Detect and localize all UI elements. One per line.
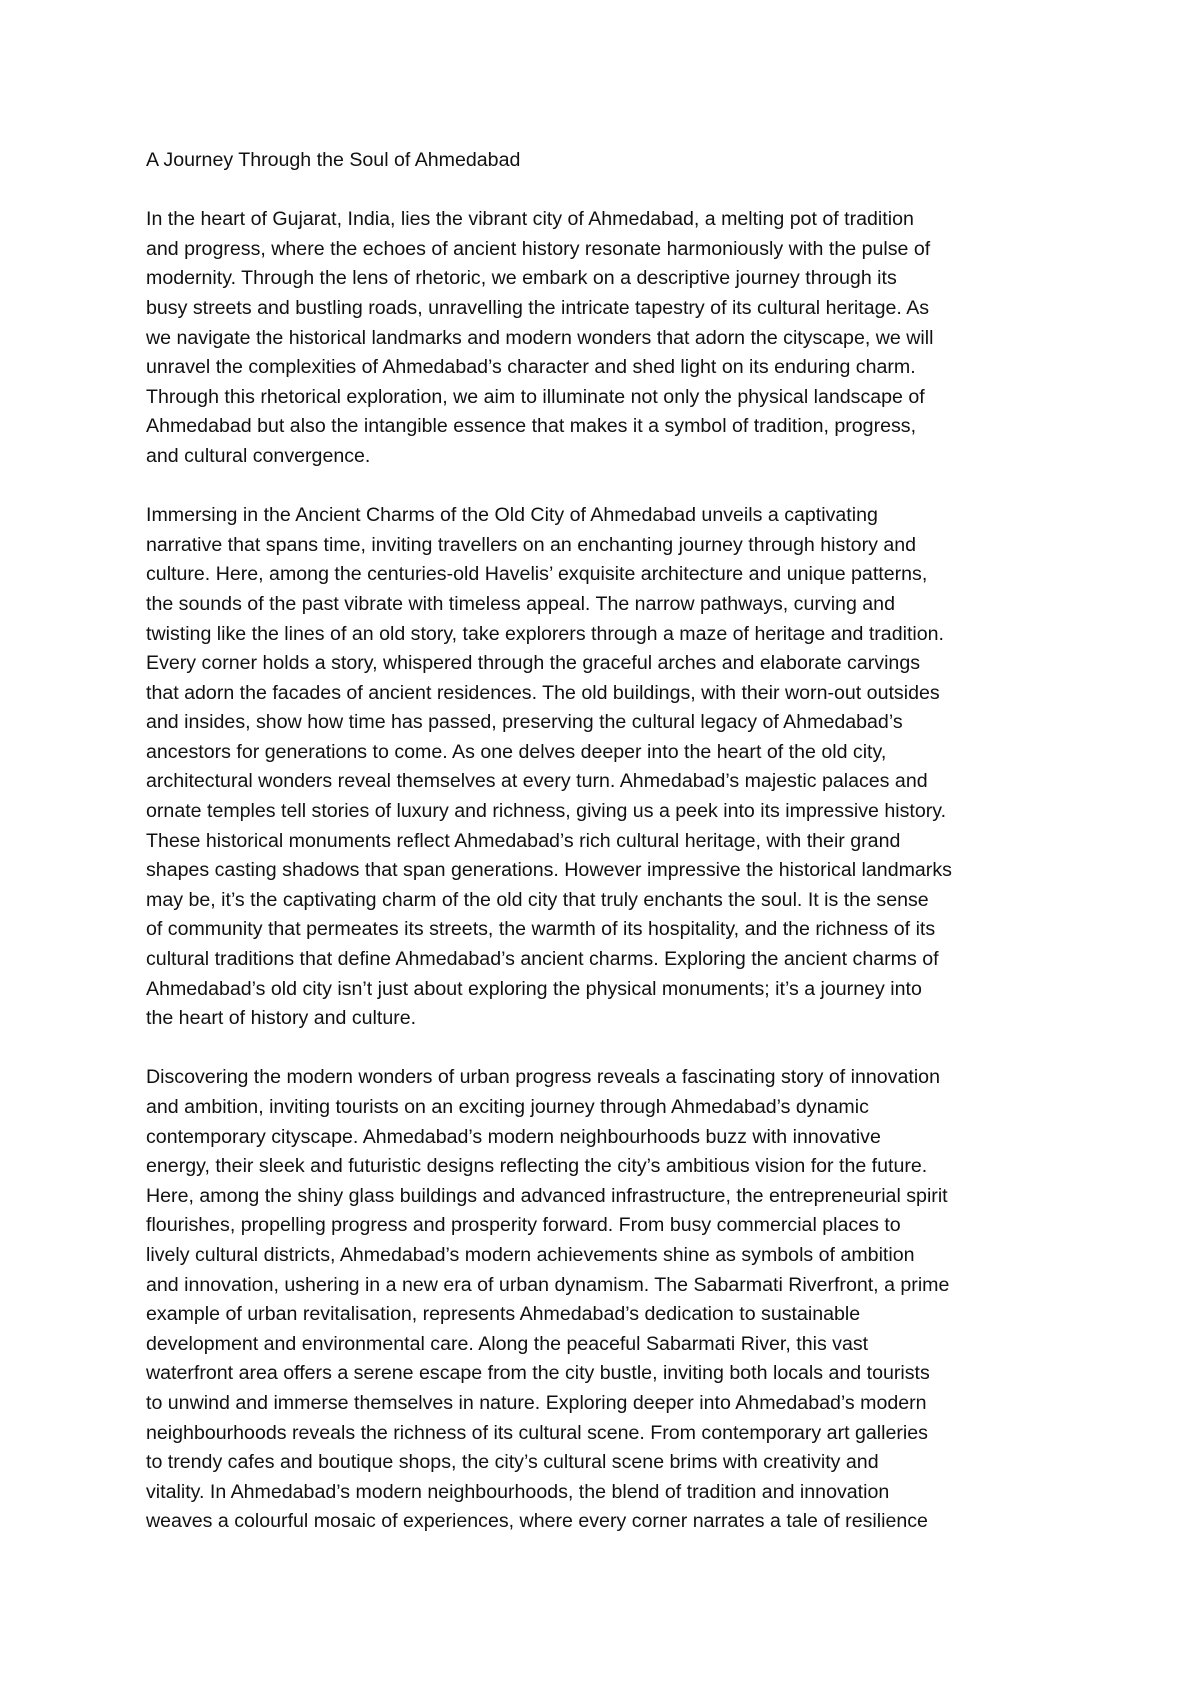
text-line: that adorn the facades of ancient residences. The old buildings, with their worn-out outsides bbox=[146, 681, 940, 704]
text-line: Every corner holds a story, whispered through the graceful arches and elaborate carvings bbox=[146, 652, 921, 675]
document-title: A Journey Through the Soul of Ahmedabad bbox=[146, 149, 521, 171]
text-line: vitality. In Ahmedabad’s modern neighbourhoods, the blend of tradition and innovation bbox=[146, 1480, 890, 1503]
text-line: energy, their sleek and futuristic designs reflecting the city’s ambitious vision for the future. bbox=[146, 1155, 928, 1178]
text-line: unravel the complexities of Ahmedabad’s character and shed light on its enduring charm. bbox=[146, 356, 916, 379]
text-line: and cultural convergence. bbox=[146, 444, 371, 467]
text-line: to trendy cafes and boutique shops, the city’s cultural scene brims with creativity and bbox=[146, 1451, 879, 1474]
text-line: Immersing in the Ancient Charms of the Old City of Ahmedabad unveils a captivating bbox=[146, 504, 878, 527]
text-line: culture. Here, among the centuries-old Havelis’ exquisite architecture and unique patterns, bbox=[146, 563, 928, 586]
text-line: shapes casting shadows that span generations. However impressive the historical landmarks bbox=[146, 859, 952, 882]
text-line: flourishes, propelling progress and prosperity forward. From busy commercial places to bbox=[146, 1214, 901, 1237]
text-line: to unwind and immerse themselves in nature. Exploring deeper into Ahmedabad’s modern bbox=[146, 1391, 927, 1414]
text-line: Through this rhetorical exploration, we aim to illuminate not only the physical landscape of bbox=[146, 385, 925, 408]
text-line: weaves a colourful mosaic of experiences, where every corner narrates a tale of resilience bbox=[146, 1510, 928, 1533]
text-line: and innovation, ushering in a new era of urban dynamism. The Sabarmati Riverfront, a prime bbox=[146, 1273, 950, 1296]
text-line: Here, among the shiny glass buildings and advanced infrastructure, the entrepreneurial spirit bbox=[146, 1184, 948, 1207]
text-line: and insides, show how time has passed, preserving the cultural legacy of Ahmedabad’s bbox=[146, 711, 903, 734]
text-line: and progress, where the echoes of ancient history resonate harmoniously with the pulse of bbox=[146, 237, 931, 260]
text-line: twisting like the lines of an old story, take explorers through a maze of heritage and tradition. bbox=[146, 622, 944, 645]
text-line: modernity. Through the lens of rhetoric, we embark on a descriptive journey through its bbox=[146, 267, 897, 290]
text-line: Ahmedabad’s old city isn’t just about exploring the physical monuments; it’s a journey into bbox=[146, 977, 922, 1000]
text-line: In the heart of Gujarat, India, lies the vibrant city of Ahmedabad, a melting pot of tradition bbox=[146, 208, 914, 231]
text-line: the heart of history and culture. bbox=[146, 1007, 417, 1030]
text-line: Ahmedabad but also the intangible essence that makes it a symbol of tradition, progress, bbox=[146, 415, 917, 438]
paragraph-1 bbox=[146, 205, 1062, 471]
text-line: narrative that spans time, inviting travellers on an enchanting journey through history and bbox=[146, 533, 917, 556]
text-line: example of urban revitalisation, represents Ahmedabad’s dedication to sustainable bbox=[146, 1303, 861, 1326]
text-line: lively cultural districts, Ahmedabad’s modern achievements shine as symbols of ambition bbox=[146, 1243, 915, 1266]
text-line: we navigate the historical landmarks and modern wonders that adorn the cityscape, we will bbox=[146, 326, 934, 349]
text-line: These historical monuments reflect Ahmedabad’s rich cultural heritage, with their grand bbox=[146, 829, 901, 852]
text-line: waterfront area offers a serene escape from the city bustle, inviting both locals and tourists bbox=[146, 1362, 930, 1385]
text-line: Discovering the modern wonders of urban progress reveals a fascinating story of innovation bbox=[146, 1066, 940, 1089]
text-line: neighbourhoods reveals the richness of its cultural scene. From contemporary art galleries bbox=[146, 1421, 928, 1444]
paragraph-3 bbox=[146, 1063, 1062, 1537]
text-line: cultural traditions that define Ahmedabad’s ancient charms. Exploring the ancient charms of bbox=[146, 948, 939, 971]
text-line: development and environmental care. Along the peaceful Sabarmati River, this vast bbox=[146, 1332, 869, 1355]
text-line: may be, it’s the captivating charm of the old city that truly enchants the soul. It is the sense bbox=[146, 888, 929, 911]
text-line: the sounds of the past vibrate with timeless appeal. The narrow pathways, curving and bbox=[146, 592, 895, 615]
text-line: of community that permeates its streets, the warmth of its hospitality, and the richness of its bbox=[146, 918, 936, 941]
text-line: ancestors for generations to come. As one delves deeper into the heart of the old city, bbox=[146, 740, 887, 763]
text-line: and ambition, inviting tourists on an exciting journey through Ahmedabad’s dynamic bbox=[146, 1096, 869, 1118]
text-line: busy streets and bustling roads, unravelling the intricate tapestry of its cultural heritage. As bbox=[146, 296, 930, 319]
document-body bbox=[146, 146, 1062, 1567]
paragraph-2 bbox=[146, 501, 1062, 1034]
paragraph-container bbox=[146, 205, 1062, 1537]
text-line: architectural wonders reveal themselves at every turn. Ahmedabad’s majestic palaces and bbox=[146, 770, 928, 793]
text-line: ornate temples tell stories of luxury and richness, giving us a peek into its impressive history. bbox=[146, 800, 947, 823]
text-line: contemporary cityscape. Ahmedabad’s modern neighbourhoods buzz with innovative bbox=[146, 1125, 881, 1148]
